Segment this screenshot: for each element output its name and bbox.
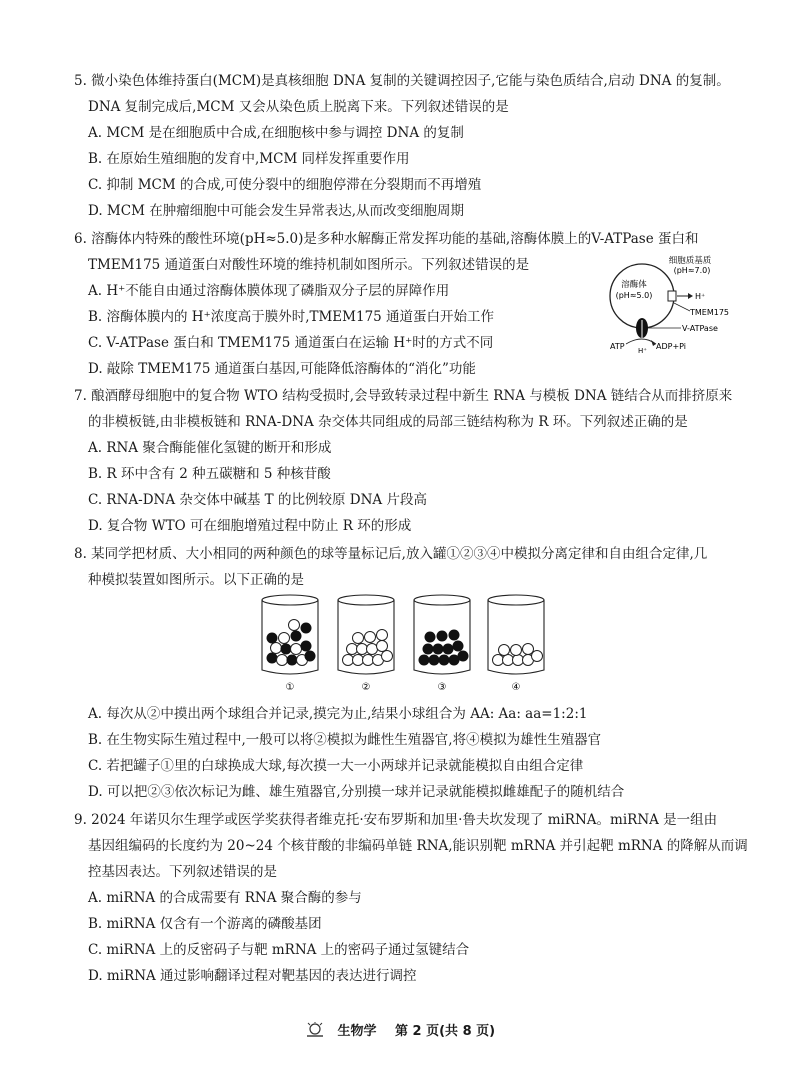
q9-stem-line2: 基因组编码的长度约为 20~24 个核苷酸的非编码单链 RNA,能识别靶 mRNA 并引起靶 mRNA 的降解从而调 bbox=[88, 838, 748, 854]
tmem175-channel bbox=[668, 291, 676, 301]
q7-stem-line1: 7. 酿酒酵母细胞中的复合物 WTO 结构受损时,会导致转录过程中新生 RNA 与模板 DNA 链结合从而排挤原来 bbox=[74, 388, 733, 404]
jars-figure bbox=[258, 592, 548, 694]
jar-2-balls bbox=[343, 630, 393, 666]
q6-option-a: A. H⁺不能自由通过溶酶体膜体现了磷脂双分子层的屏障作用 bbox=[88, 283, 450, 299]
q9-option-a: A. miRNA 的合成需要有 RNA 聚合酶的参与 bbox=[88, 890, 362, 906]
matrix-ph: (pH≈7.0) bbox=[673, 266, 711, 275]
q6-option-d: D. 敲除 TMEM175 通道蛋白基因,可能降低溶酶体的“消化”功能 bbox=[88, 361, 476, 377]
q5-option-d: D. MCM 在肿瘤细胞中可能会发生异常表达,从而改变细胞周期 bbox=[88, 203, 464, 219]
q7-option-d: D. 复合物 WTO 可在细胞增殖过程中防止 R 环的形成 bbox=[88, 518, 412, 534]
q8-option-a: A. 每次从②中摸出两个球组合并记录,摸完为止,结果小球组合为 AA: Aa: aa=1:2:1 bbox=[88, 706, 588, 722]
q8-option-b: B. 在生物实际生殖过程中,一般可以将②模拟为雌性生殖器官,将④模拟为雄性生殖器官 bbox=[88, 732, 602, 748]
adp-label: ADP+Pi bbox=[656, 342, 687, 351]
q7-stem-line2: 的非模板链,由非模板链和 RNA-DNA 杂交体共同组成的局部三链结构称为 R 环。下列叙述正确的是 bbox=[88, 414, 688, 430]
lysosome-figure bbox=[604, 254, 734, 354]
q6-option-b: B. 溶酶体膜内的 H⁺浓度高于膜外时,TMEM175 通道蛋白开始工作 bbox=[88, 309, 495, 325]
matrix-label: 细胞质基质 bbox=[668, 256, 712, 266]
jar-4-label: ④ bbox=[511, 682, 521, 693]
q5-option-b: B. 在原始生殖细胞的发育中,MCM 同样发挥重要作用 bbox=[88, 151, 410, 167]
jar-2-label: ② bbox=[361, 682, 371, 693]
tmem-label: TMEM175 bbox=[690, 308, 730, 317]
h-out-label: H⁺ bbox=[695, 292, 706, 301]
footer-page-number: 第 2 页(共 8 页) bbox=[395, 1024, 496, 1039]
q8-option-d: D. 可以把②③依次标记为雌、雄生殖器官,分别摸一球并记录就能模拟雌雄配子的随机结合 bbox=[88, 784, 625, 800]
q6-option-c: C. V-ATPase 蛋白和 TMEM175 通道蛋白在运输 H⁺时的方式不同 bbox=[88, 335, 494, 351]
publisher-logo-icon bbox=[305, 1022, 325, 1038]
q7-option-c: C. RNA-DNA 杂交体中碱基 T 的比例较原 DNA 片段高 bbox=[88, 492, 427, 508]
q6-stem-line1: 6. 溶酶体内特殊的酸性环境(pH≈5.0)是多种水解酶正常发挥功能的基础,溶酶体膜上的V-ATPase 蛋白和 bbox=[74, 231, 699, 247]
q9-stem-line1: 9. 2024 年诺贝尔生理学或医学奖获得者维克托·安布罗斯和加里·鲁夫坎发现了 miRNA。miRNA 是一组由 bbox=[74, 812, 718, 828]
q5-option-c: C. 抑制 MCM 的合成,可使分裂中的细胞停滞在分裂期而不再增殖 bbox=[88, 177, 482, 193]
q5-stem-line1: 5. 微小染色体维持蛋白(MCM)是真核细胞 DNA 复制的关键调控因子,它能与染色质结合,启动 DNA 的复制。 bbox=[74, 73, 730, 89]
q5-stem-line2: DNA 复制完成后,MCM 又会从染色质上脱离下来。下列叙述错误的是 bbox=[88, 99, 509, 115]
atp-label: ATP bbox=[610, 342, 625, 351]
q8-stem-line2: 种模拟装置如图所示。以下正确的是 bbox=[88, 572, 304, 588]
jar-4 bbox=[488, 595, 544, 674]
q9-option-c: C. miRNA 上的反密码子与靶 mRNA 上的密码子通过氢键结合 bbox=[88, 942, 470, 958]
q8-stem-line1: 8. 某同学把材质、大小相同的两种颜色的球等量标记后,放入罐①②③④中模拟分离定律和自由组合定律,几 bbox=[74, 546, 708, 562]
q7-option-a: A. RNA 聚合酶能催化氢键的断开和形成 bbox=[88, 440, 332, 456]
q5-option-a: A. MCM 是在细胞质中合成,在细胞核中参与调控 DNA 的复制 bbox=[88, 125, 464, 141]
q7-option-b: B. R 环中含有 2 种五碳糖和 5 种核苷酸 bbox=[88, 466, 331, 482]
footer-subject: 生物学 bbox=[337, 1024, 377, 1039]
lysosome-label: 溶酶体 bbox=[621, 280, 647, 290]
jar-3 bbox=[414, 595, 470, 674]
h-out-arrowhead bbox=[688, 293, 693, 299]
jar-3-balls bbox=[419, 630, 469, 666]
page-footer bbox=[0, 1020, 800, 1039]
jar-1-label: ① bbox=[285, 682, 295, 693]
q9-option-d: D. miRNA 通过影响翻译过程对靶基因的表达进行调控 bbox=[88, 968, 417, 984]
q8-option-c: C. 若把罐子①里的白球换成大球,每次摸一大一小两球并记录就能模拟自由组合定律 bbox=[88, 758, 584, 774]
jar-1-balls bbox=[267, 620, 316, 666]
q6-stem-line2: TMEM175 通道蛋白对酸性环境的维持机制如图所示。下列叙述错误的是 bbox=[88, 257, 530, 273]
jar-2 bbox=[338, 595, 394, 674]
tmem-pointer bbox=[674, 303, 690, 311]
jar-1 bbox=[262, 595, 318, 674]
h-in-label: H⁺ bbox=[638, 347, 647, 354]
q9-option-b: B. miRNA 仅含有一个游离的磷酸基团 bbox=[88, 916, 322, 932]
jar-4-balls bbox=[493, 644, 543, 666]
q9-stem-line3: 控基因表达。下列叙述错误的是 bbox=[88, 864, 277, 880]
lysosome-ph: (pH≈5.0) bbox=[615, 291, 653, 300]
vatp-label: V-ATPase bbox=[682, 324, 718, 333]
jar-3-label: ③ bbox=[437, 682, 447, 693]
